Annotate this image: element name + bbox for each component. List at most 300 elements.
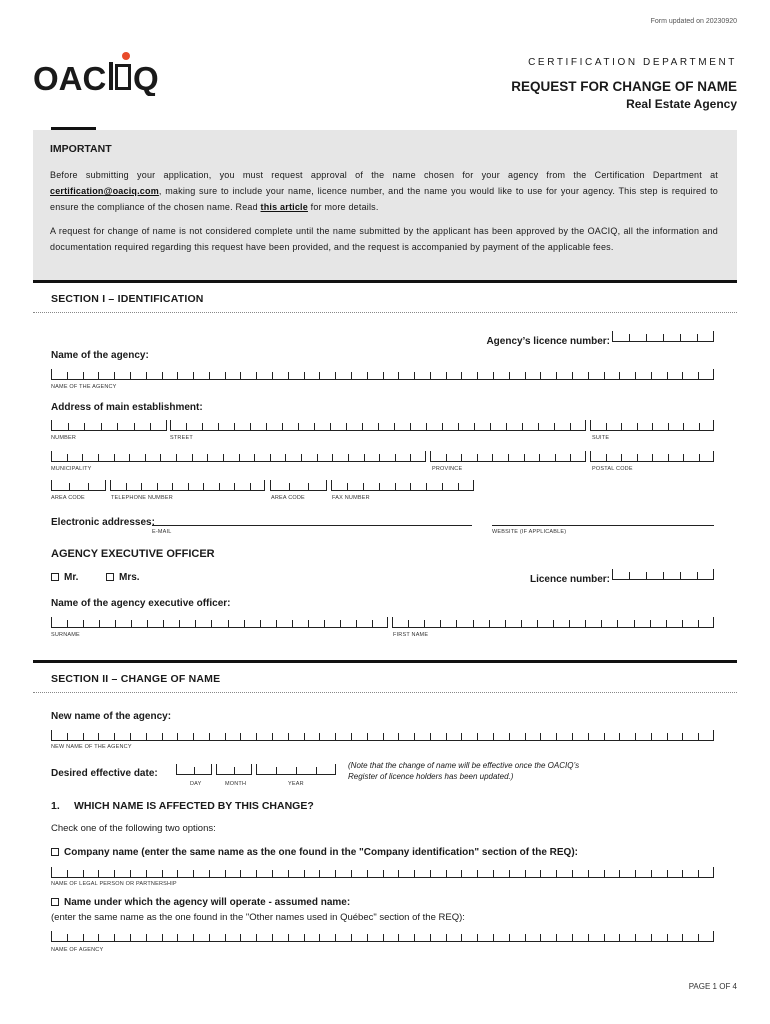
postal-code-caption: POSTAL CODE (592, 466, 633, 472)
comb-tick (296, 767, 297, 774)
comb-tick (234, 483, 235, 490)
comb-tick (193, 372, 194, 379)
comb-tick (83, 870, 84, 877)
logo-graphic (33, 50, 173, 96)
comb-tick (367, 934, 368, 941)
comb-tick (410, 423, 411, 430)
comb-tick (256, 870, 257, 877)
comb-tick (177, 934, 178, 941)
comb-tick (509, 934, 510, 941)
officer-surname-field[interactable] (51, 618, 388, 628)
address-label: Address of main establishment: (51, 402, 203, 413)
comb-tick (67, 733, 68, 740)
comb-tick (177, 733, 178, 740)
assumed-name-field[interactable] (51, 932, 714, 942)
comb-tick (663, 334, 664, 341)
comb-tick (272, 372, 273, 379)
website-caption: WEBSITE (IF APPLICABLE) (492, 529, 567, 535)
comb-tick (682, 620, 683, 627)
comb-tick (634, 620, 635, 627)
comb-tick (446, 870, 447, 877)
fax-field[interactable] (331, 481, 474, 491)
officer-licence-field[interactable] (612, 570, 714, 580)
comb-tick (683, 454, 684, 461)
comb-tick (98, 870, 99, 877)
comb-tick (193, 733, 194, 740)
comb-tick (195, 620, 196, 627)
municipality-field[interactable] (51, 452, 426, 462)
comb-tick (604, 934, 605, 941)
assumed-name-note: (enter the same name as the one found in the "Other names used in Québec" section of the REQ): (51, 912, 465, 923)
certification-email-link[interactable]: certification@oaciq.com (50, 186, 159, 196)
mr-option[interactable] (51, 572, 78, 583)
comb-tick (490, 423, 491, 430)
comb-tick (172, 483, 173, 490)
comb-tick (383, 733, 384, 740)
comb-tick (367, 733, 368, 740)
comb-tick (170, 420, 171, 430)
comb-tick (67, 372, 68, 379)
comb-tick (619, 372, 620, 379)
comb-tick (68, 423, 69, 430)
comb-tick (186, 423, 187, 430)
section1-divider (33, 312, 737, 313)
form-updated-date: Form updated on 20230920 (650, 18, 737, 25)
comb-tick (254, 454, 255, 461)
section2-divider (33, 692, 737, 693)
comb-tick (430, 372, 431, 379)
comb-tick (356, 620, 357, 627)
comb-tick (83, 733, 84, 740)
comb-tick (114, 733, 115, 740)
comb-tick (682, 934, 683, 941)
comb-tick (239, 454, 240, 461)
comb-tick (84, 423, 85, 430)
comb-tick (162, 870, 163, 877)
comb-tick (540, 870, 541, 877)
comb-tick (351, 870, 352, 877)
comb-tick (276, 767, 277, 774)
comb-tick (176, 764, 177, 774)
comb-tick (146, 934, 147, 941)
comb-tick (211, 620, 212, 627)
comb-tick (272, 870, 273, 877)
comb-tick (130, 934, 131, 941)
option-company-name[interactable] (51, 847, 578, 858)
comb-tick (392, 617, 393, 627)
comb-tick (126, 483, 127, 490)
comb-tick (682, 372, 683, 379)
company-name-field[interactable] (51, 868, 714, 878)
officer-name-label: Name of the agency executive officer: (51, 598, 231, 609)
comb-tick (304, 733, 305, 740)
comb-tick (98, 454, 99, 461)
effective-date-label: Desired effective date: (51, 768, 158, 779)
comb-tick (256, 733, 257, 740)
comb-tick (266, 423, 267, 430)
comb-tick (699, 454, 700, 461)
assumed-name-checkbox[interactable] (51, 898, 59, 906)
comb-tick (304, 372, 305, 379)
comb-tick (372, 620, 373, 627)
comb-tick (162, 372, 163, 379)
company-name-checkbox[interactable] (51, 848, 59, 856)
comb-tick (590, 420, 591, 430)
comb-tick (51, 617, 52, 627)
comb-tick (590, 451, 591, 461)
comb-tick (650, 620, 651, 627)
important-paragraph-1 (50, 167, 718, 215)
assumed-name-caption: NAME OF AGENCY (51, 947, 104, 953)
comb-tick (601, 620, 602, 627)
comb-tick (606, 454, 607, 461)
comb-tick (260, 620, 261, 627)
comb-tick (646, 572, 647, 579)
comb-tick (430, 733, 431, 740)
comb-tick (166, 420, 167, 430)
comb-tick (301, 454, 302, 461)
comb-tick (193, 870, 194, 877)
comb-tick (319, 934, 320, 941)
comb-tick (188, 483, 189, 490)
comb-tick (651, 934, 652, 941)
mrs-label: Mrs. (119, 572, 140, 583)
comb-tick (446, 454, 447, 461)
year-caption: YEAR (288, 781, 304, 787)
fax-area-code-caption: AREA CODE (271, 495, 305, 501)
comb-tick (604, 870, 605, 877)
comb-tick (697, 572, 698, 579)
comb-tick (346, 423, 347, 430)
comb-tick (363, 483, 364, 490)
telephone-field[interactable] (110, 481, 265, 491)
comb-tick (477, 870, 478, 877)
comb-tick (330, 423, 331, 430)
article-link[interactable]: this article (260, 202, 308, 212)
comb-tick (458, 483, 459, 490)
comb-tick (683, 423, 684, 430)
comb-tick (289, 483, 290, 490)
comb-tick (319, 733, 320, 740)
comb-tick (553, 620, 554, 627)
comb-tick (240, 934, 241, 941)
comb-tick (383, 870, 384, 877)
comb-tick (234, 423, 235, 430)
comb-tick (216, 764, 217, 774)
address-street-field[interactable] (170, 421, 586, 431)
form-subtitle: Real Estate Agency (626, 97, 737, 111)
comb-tick (477, 733, 478, 740)
comb-tick (646, 334, 647, 341)
comb-tick (619, 733, 620, 740)
comb-tick (209, 934, 210, 941)
effective-month-field[interactable] (216, 765, 252, 775)
comb-tick (83, 934, 84, 941)
comb-tick (509, 372, 510, 379)
comb-tick (146, 733, 147, 740)
comb-tick (383, 934, 384, 941)
comb-tick (612, 569, 613, 579)
comb-tick (129, 454, 130, 461)
comb-tick (163, 620, 164, 627)
comb-tick (98, 733, 99, 740)
mr-label: Mr. (64, 572, 79, 583)
section1-top-rule (33, 280, 737, 283)
comb-tick (335, 372, 336, 379)
svg-text:OAC: OAC (33, 60, 107, 96)
comb-tick (256, 934, 257, 941)
comb-tick (288, 372, 289, 379)
agency-name-field[interactable] (51, 370, 714, 380)
comb-tick (203, 483, 204, 490)
comb-tick (51, 420, 52, 430)
comb-tick (351, 733, 352, 740)
comb-tick (540, 934, 541, 941)
comb-tick (67, 454, 68, 461)
comb-tick (556, 372, 557, 379)
comb-tick (698, 870, 699, 877)
comb-tick (556, 934, 557, 941)
comb-tick (110, 480, 111, 490)
comb-tick (588, 733, 589, 740)
comb-tick (635, 870, 636, 877)
comb-tick (489, 620, 490, 627)
comb-tick (51, 369, 52, 379)
comb-tick (505, 620, 506, 627)
comb-tick (88, 483, 89, 490)
comb-tick (473, 480, 474, 490)
comb-tick (209, 733, 210, 740)
postal-code-field[interactable] (590, 452, 714, 462)
comb-tick (426, 483, 427, 490)
comb-tick (162, 934, 163, 941)
comb-tick (202, 423, 203, 430)
comb-tick (612, 331, 613, 341)
province-field[interactable] (430, 452, 586, 462)
comb-tick (652, 423, 653, 430)
comb-tick (67, 934, 68, 941)
comb-tick (570, 423, 571, 430)
comb-tick (606, 423, 607, 430)
comb-tick (179, 620, 180, 627)
section2-title: SECTION II – CHANGE OF NAME (51, 673, 221, 685)
comb-tick (193, 934, 194, 941)
comb-tick (635, 733, 636, 740)
comb-tick (308, 483, 309, 490)
comb-tick (635, 372, 636, 379)
comb-tick (314, 423, 315, 430)
comb-tick (569, 620, 570, 627)
comb-tick (525, 372, 526, 379)
comb-tick (398, 870, 399, 877)
comb-tick (698, 733, 699, 740)
firstname-caption: FIRST NAME (393, 632, 429, 638)
company-name-caption: NAME OF LEGAL PERSON OR PARTNERSHIP (51, 881, 177, 887)
comb-tick (51, 867, 52, 877)
comb-tick (629, 334, 630, 341)
comb-tick (398, 733, 399, 740)
comb-tick (525, 934, 526, 941)
comb-tick (285, 454, 286, 461)
mrs-option[interactable] (106, 572, 140, 583)
mrs-checkbox[interactable] (106, 573, 114, 581)
comb-tick (604, 372, 605, 379)
comb-tick (493, 733, 494, 740)
comb-tick (572, 934, 573, 941)
effective-date-note: (Note that the change of name will be effective once the OACIQ’s Register of licence holders has been updated.) (348, 761, 580, 781)
comb-tick (98, 934, 99, 941)
comb-tick (130, 870, 131, 877)
fax-area-code-field[interactable] (270, 481, 327, 491)
comb-tick (114, 372, 115, 379)
comb-tick (493, 934, 494, 941)
electronic-addresses-label: Electronic addresses: (51, 517, 155, 528)
comb-tick (410, 483, 411, 490)
comb-tick (521, 620, 522, 627)
comb-tick (446, 934, 447, 941)
comb-tick (51, 931, 52, 941)
comb-tick (234, 767, 235, 774)
agency-licence-label: Agency’s licence number: (486, 336, 610, 347)
section1-title: SECTION I – IDENTIFICATION (51, 293, 204, 305)
comb-tick (524, 454, 525, 461)
fax-caption: FAX NUMBER (332, 495, 370, 501)
comb-tick (667, 934, 668, 941)
important-box (33, 130, 737, 280)
address-suite-field[interactable] (590, 421, 714, 431)
comb-tick (430, 934, 431, 941)
comb-tick (340, 620, 341, 627)
comb-tick (682, 870, 683, 877)
comb-tick (225, 372, 226, 379)
comb-tick (585, 420, 586, 430)
comb-tick (150, 423, 151, 430)
comb-tick (570, 454, 571, 461)
comb-tick (424, 620, 425, 627)
comb-tick (619, 870, 620, 877)
mr-checkbox[interactable] (51, 573, 59, 581)
comb-tick (288, 733, 289, 740)
comb-tick (83, 620, 84, 627)
comb-tick (509, 733, 510, 740)
comb-tick (157, 483, 158, 490)
form-title: REQUEST FOR CHANGE OF NAME (511, 79, 737, 94)
comb-tick (395, 483, 396, 490)
comb-tick (364, 454, 365, 461)
comb-tick (398, 372, 399, 379)
comb-tick (619, 934, 620, 941)
new-name-label: New name of the agency: (51, 711, 172, 722)
comb-tick (440, 620, 441, 627)
comb-tick (713, 730, 714, 740)
comb-tick (572, 733, 573, 740)
telephone-caption: TELEPHONE NUMBER (111, 495, 173, 501)
comb-tick (367, 372, 368, 379)
comb-tick (51, 730, 52, 740)
comb-tick (492, 454, 493, 461)
comb-tick (508, 454, 509, 461)
email-field[interactable] (152, 525, 472, 526)
comb-tick (304, 934, 305, 941)
comb-tick (331, 480, 332, 490)
comb-tick (335, 733, 336, 740)
comb-tick (367, 870, 368, 877)
comb-tick (474, 423, 475, 430)
comb-tick (713, 569, 714, 579)
comb-tick (713, 931, 714, 941)
question-1-number: 1. (51, 800, 60, 812)
comb-tick (282, 423, 283, 430)
area-code-caption: AREA CODE (51, 495, 85, 501)
comb-tick (292, 620, 293, 627)
comb-tick (145, 454, 146, 461)
comb-tick (219, 483, 220, 490)
question-1-instruction: Check one of the following two options: (51, 823, 216, 834)
comb-tick (228, 620, 229, 627)
comb-tick (192, 454, 193, 461)
comb-tick (680, 572, 681, 579)
comb-tick (398, 934, 399, 941)
comb-tick (177, 870, 178, 877)
comb-tick (394, 423, 395, 430)
area-code-field[interactable] (51, 481, 106, 491)
comb-tick (162, 733, 163, 740)
comb-tick (114, 934, 115, 941)
officer-firstname-field[interactable] (392, 618, 714, 628)
comb-tick (713, 451, 714, 461)
comb-tick (146, 870, 147, 877)
comb-tick (697, 334, 698, 341)
agency-licence-field[interactable] (612, 332, 714, 342)
comb-tick (458, 423, 459, 430)
comb-tick (588, 870, 589, 877)
comb-tick (556, 733, 557, 740)
effective-day-field[interactable] (176, 765, 212, 775)
comb-tick (588, 934, 589, 941)
comb-tick (332, 454, 333, 461)
comb-tick (209, 870, 210, 877)
street-caption: STREET (170, 435, 193, 441)
comb-tick (101, 423, 102, 430)
new-name-field[interactable] (51, 731, 714, 741)
officer-heading: AGENCY EXECUTIVE OFFICER (51, 548, 215, 560)
comb-tick (635, 934, 636, 941)
comb-tick (414, 733, 415, 740)
oaciq-logo (33, 50, 173, 96)
website-field[interactable] (492, 525, 714, 526)
comb-tick (207, 454, 208, 461)
comb-tick (667, 372, 668, 379)
option-assumed-name[interactable] (51, 897, 350, 908)
comb-tick (114, 870, 115, 877)
comb-tick (668, 454, 669, 461)
comb-tick (651, 870, 652, 877)
comb-tick (713, 420, 714, 430)
comb-tick (298, 423, 299, 430)
comb-tick (308, 620, 309, 627)
effective-year-field[interactable] (256, 765, 336, 775)
comb-tick (629, 572, 630, 579)
comb-tick (425, 451, 426, 461)
comb-tick (477, 454, 478, 461)
comb-tick (699, 423, 700, 430)
comb-tick (522, 423, 523, 430)
address-number-field[interactable] (51, 421, 167, 431)
comb-tick (698, 934, 699, 941)
comb-tick (272, 934, 273, 941)
comb-tick (473, 620, 474, 627)
new-name-caption: NEW NAME OF THE AGENCY (51, 744, 132, 750)
